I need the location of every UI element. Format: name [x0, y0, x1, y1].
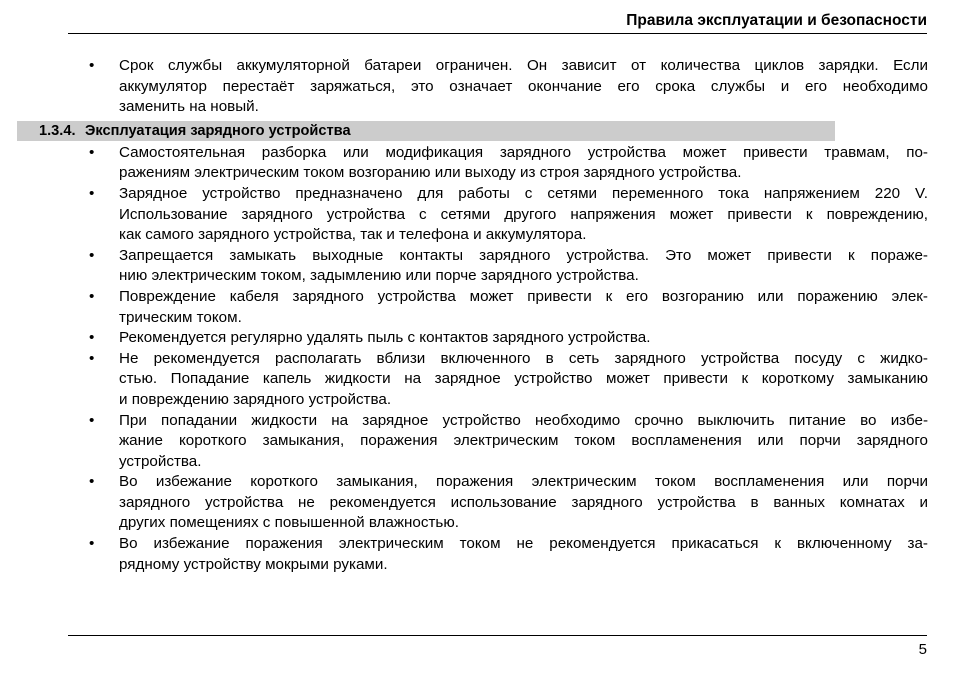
page-content	[39, 56, 928, 575]
bullet-item	[88, 56, 928, 118]
bullet-text-line: ражениям электрическим током возгоранию или выходу из строя зарядного устройства.	[119, 164, 742, 182]
bullet-text-line: как самого зарядного устройства, так и телефона и аккумулятора.	[119, 226, 587, 244]
bullet-text-line: устройства.	[119, 452, 202, 470]
bullet-item	[88, 472, 928, 534]
bullet-marker-icon: •	[89, 473, 95, 491]
bullet-text	[119, 246, 928, 287]
bullet-item	[88, 328, 928, 349]
bullet-text	[119, 534, 928, 575]
bullet-marker-icon: •	[89, 57, 95, 74]
bullet-marker-icon: •	[89, 535, 95, 553]
bullet-text-line: жание короткого замыкания, поражения электрическим током воспламенения или порчи зарядного	[119, 432, 928, 450]
bullet-item	[88, 184, 928, 246]
bullet-text-line: Рекомендуется регулярно удалять пыль с контактов зарядного устройства.	[119, 329, 651, 347]
bullet-marker-icon: •	[89, 349, 95, 367]
section-title: Эксплуатация зарядного устройства	[85, 122, 351, 139]
bullet-marker-icon: •	[89, 287, 95, 305]
bullet-text-line: Зарядное устройство предназначено для работы с сетями переменного тока напряжением 220 V.	[119, 184, 928, 202]
bullet-text-line: Самостоятельная разборка или модификация зарядного устройства может привести травмам, по-	[119, 143, 928, 161]
bullet-text-line: Во избежание поражения электрическим током не рекомендуется прикасаться к включенному за-	[119, 535, 928, 553]
bullet-text-line: зарядного устройства не рекомендуется использование зарядного устройства в ванных комнатах и	[119, 493, 928, 511]
page-header	[68, 12, 927, 34]
bullet-text-line: рядному устройству мокрыми руками.	[119, 555, 388, 573]
bullet-item	[88, 534, 928, 575]
bullet-text	[119, 472, 928, 534]
bullet-text	[119, 411, 928, 473]
bullet-text-line: Повреждение кабеля зарядного устройства может привести к его возгоранию или поражению элек-	[119, 287, 928, 305]
header-divider	[68, 33, 927, 34]
bullet-text-line: и повреждению зарядного устройства.	[119, 390, 392, 408]
bullet-text	[119, 56, 928, 118]
bullet-item	[88, 349, 928, 411]
bullet-text	[119, 184, 928, 246]
bullet-text-line: нию электрическим током, задымлению или порче зарядного устройства.	[119, 267, 639, 285]
bullet-text	[119, 143, 928, 184]
page-number: 5	[918, 641, 927, 658]
bullet-text-line: При попадании жидкости на зарядное устройство необходимо срочно выключить питание во избе-	[119, 411, 928, 429]
header-title: Правила эксплуатации и безопасности	[626, 12, 927, 29]
bullet-text-line: заменить на новый.	[119, 98, 259, 116]
bullet-marker-icon: •	[89, 246, 95, 264]
bullet-item	[88, 411, 928, 473]
bullet-text-line: Во избежание короткого замыкания, поражения электрическим током воспламенения или порчи	[119, 473, 928, 491]
bullet-text-line: стью. Попадание капель жидкости на зарядное устройство может привести к короткому замыканию	[119, 370, 928, 388]
section-heading	[17, 121, 835, 141]
bullet-item	[88, 287, 928, 328]
bullet-text-line: других помещениях с повышенной влажностью.	[119, 514, 459, 532]
page-footer	[68, 635, 927, 660]
bullet-text-line: Использование зарядного устройства с сетями другого напряжения может привести к повреждению,	[119, 205, 928, 223]
bullet-item	[88, 143, 928, 184]
bullet-marker-icon: •	[89, 143, 95, 161]
bullet-text-line: аккумулятор перестаёт заряжаться, это означает окончание его срока службы и его необходимо	[119, 77, 928, 95]
footer-divider	[68, 635, 927, 636]
bullet-text-line: Срок службы аккумуляторной батареи ограничен. Он зависит от количества циклов зарядки. Если	[119, 57, 928, 74]
bullet-marker-icon: •	[89, 329, 95, 347]
bullet-marker-icon: •	[89, 184, 95, 202]
bullet-text	[119, 287, 928, 328]
bullet-text-line: Не рекомендуется располагать вблизи включенного в сеть зарядного устройства посуду с жидко-	[119, 349, 928, 367]
bullet-text	[119, 349, 928, 411]
bullet-item	[88, 246, 928, 287]
bullet-text-line: трическим током.	[119, 308, 242, 326]
bullet-marker-icon: •	[89, 411, 95, 429]
bullet-text-line: Запрещается замыкать выходные контакты зарядного устройства. Это может привести к пораже-	[119, 246, 928, 264]
section-number: 1.3.4.	[39, 122, 76, 139]
bullet-text	[119, 328, 928, 349]
